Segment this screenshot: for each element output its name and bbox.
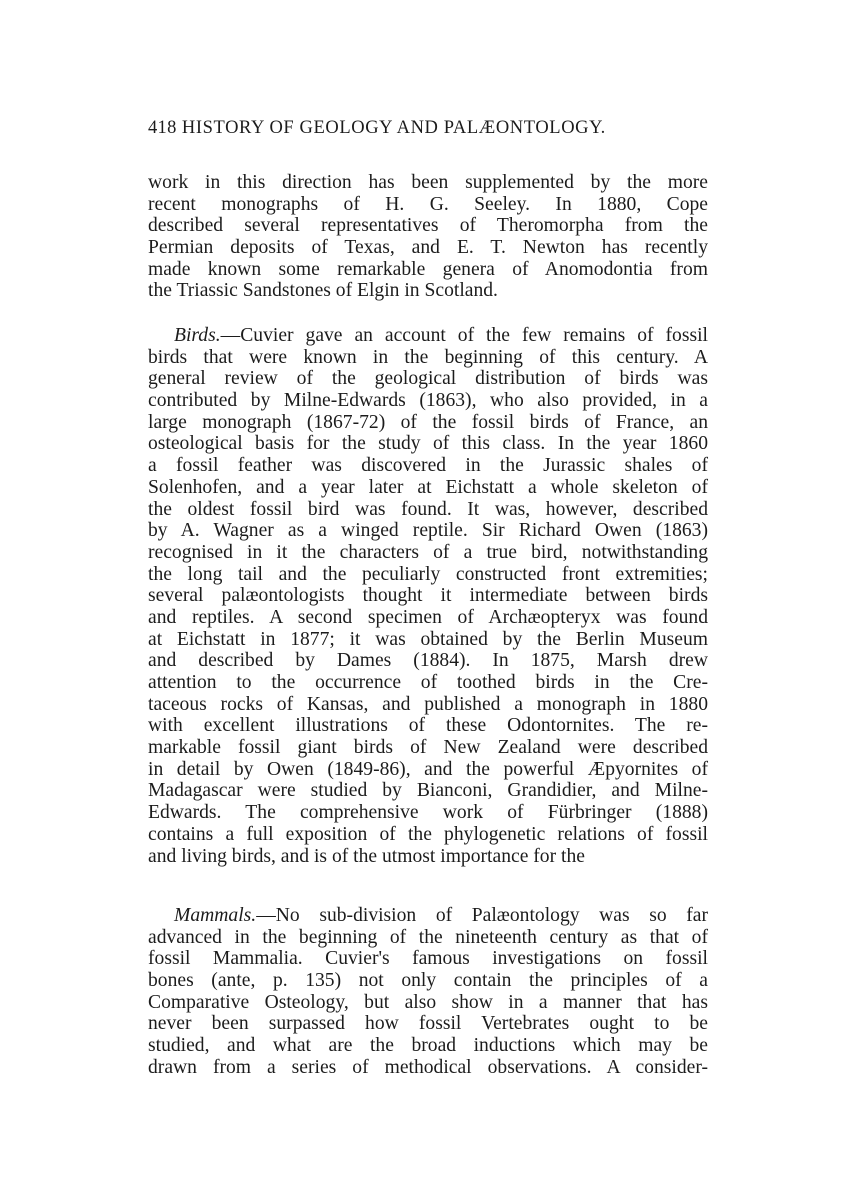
running-title: HISTORY OF GEOLOGY AND PALÆONTOLOGY. — [181, 118, 606, 138]
paragraph-birds — [148, 325, 708, 867]
text-line: taceous rocks of Kansas, and published a monograph in 1880 — [148, 693, 708, 715]
text-line: and living birds, and is of the utmost importance for the — [148, 845, 585, 867]
section-heading-birds: Birds. — [174, 325, 221, 346]
text-line: the Triassic Sandstones of Elgin in Scotland. — [148, 280, 498, 302]
text-fragment: —Cuvier gave an account of the few remains of fossil — [220, 325, 708, 346]
text-line: birds that were known in the beginning of this century. A — [148, 346, 708, 368]
text-line — [148, 325, 708, 347]
text-line: several palæontologists thought it intermediate between birds — [148, 585, 708, 607]
text-line: and reptiles. A second specimen of Archæopteryx was found — [148, 606, 708, 628]
text-line: Madagascar were studied by Bianconi, Grandidier, and Milne- — [148, 780, 708, 802]
text-line: work in this direction has been supplemented by the more — [148, 172, 708, 193]
text-line: contains a full exposition of the phylogenetic relations of fossil — [148, 823, 708, 845]
text-line — [148, 905, 708, 927]
text-line: studied, and what are the broad inductions which may be — [148, 1035, 708, 1057]
text-line: recent monographs of H. G. Seeley. In 1880, Cope — [148, 193, 708, 215]
text-line: in detail by Owen (1849-86), and the powerful Æpyornites of — [148, 758, 708, 780]
text-line: Solenhofen, and a year later at Eichstatt a whole skeleton of — [148, 476, 708, 498]
text-line: contributed by Milne-Edwards (1863), who also provided, in a — [148, 390, 708, 412]
text-line: and described by Dames (1884). In 1875, Marsh drew — [148, 650, 708, 672]
text-fragment: —No sub-division of Palæontology was so far — [256, 905, 708, 926]
text-line: recognised in it the characters of a true bird, notwithstanding — [148, 541, 708, 563]
paragraph-theromorpha — [148, 172, 708, 302]
text-line: Edwards. The comprehensive work of Fürbringer (1888) — [148, 802, 708, 824]
text-line: by A. Wagner as a winged reptile. Sir Richard Owen (1863) — [148, 520, 708, 542]
text-line: attention to the occurrence of toothed birds in the Cre- — [148, 672, 708, 693]
text-line: markable fossil giant birds of New Zealand were described — [148, 737, 708, 759]
text-line: bones (ante, p. 135) not only contain the principles of a — [148, 970, 708, 992]
text-line: Permian deposits of Texas, and E. T. Newton has recently — [148, 237, 708, 259]
text-line: the oldest fossil bird was found. It was, however, described — [148, 498, 708, 520]
text-line: with excellent illustrations of these Odontornites. The re- — [148, 715, 708, 737]
text-line: a fossil feather was discovered in the Jurassic shales of — [148, 455, 708, 477]
text-line: made known some remarkable genera of Anomodontia from — [148, 258, 708, 280]
text-line: at Eichstatt in 1877; it was obtained by the Berlin Museum — [148, 628, 708, 650]
text-line: large monograph (1867-72) of the fossil birds of France, an — [148, 411, 708, 433]
text-line: never been surpassed how fossil Vertebrates ought to be — [148, 1013, 708, 1035]
text-line: described several representatives of Theromorpha from the — [148, 215, 708, 237]
text-line: general review of the geological distribution of birds was — [148, 368, 708, 390]
page-number: 418 — [148, 118, 177, 138]
paragraph-mammals — [148, 905, 708, 1079]
text-line: the long tail and the peculiarly constructed front extremities; — [148, 563, 708, 585]
text-line: osteological basis for the study of this class. In the year 1860 — [148, 433, 708, 455]
running-head — [148, 118, 708, 139]
text-line: Comparative Osteology, but also show in a manner that has — [148, 991, 708, 1013]
text-line: advanced in the beginning of the nineteenth century as that of — [148, 926, 708, 948]
text-line: fossil Mammalia. Cuvier's famous investigations on fossil — [148, 948, 708, 970]
text-line: drawn from a series of methodical observations. A consider- — [148, 1056, 708, 1078]
section-heading-mammals: Mammals. — [174, 905, 257, 926]
